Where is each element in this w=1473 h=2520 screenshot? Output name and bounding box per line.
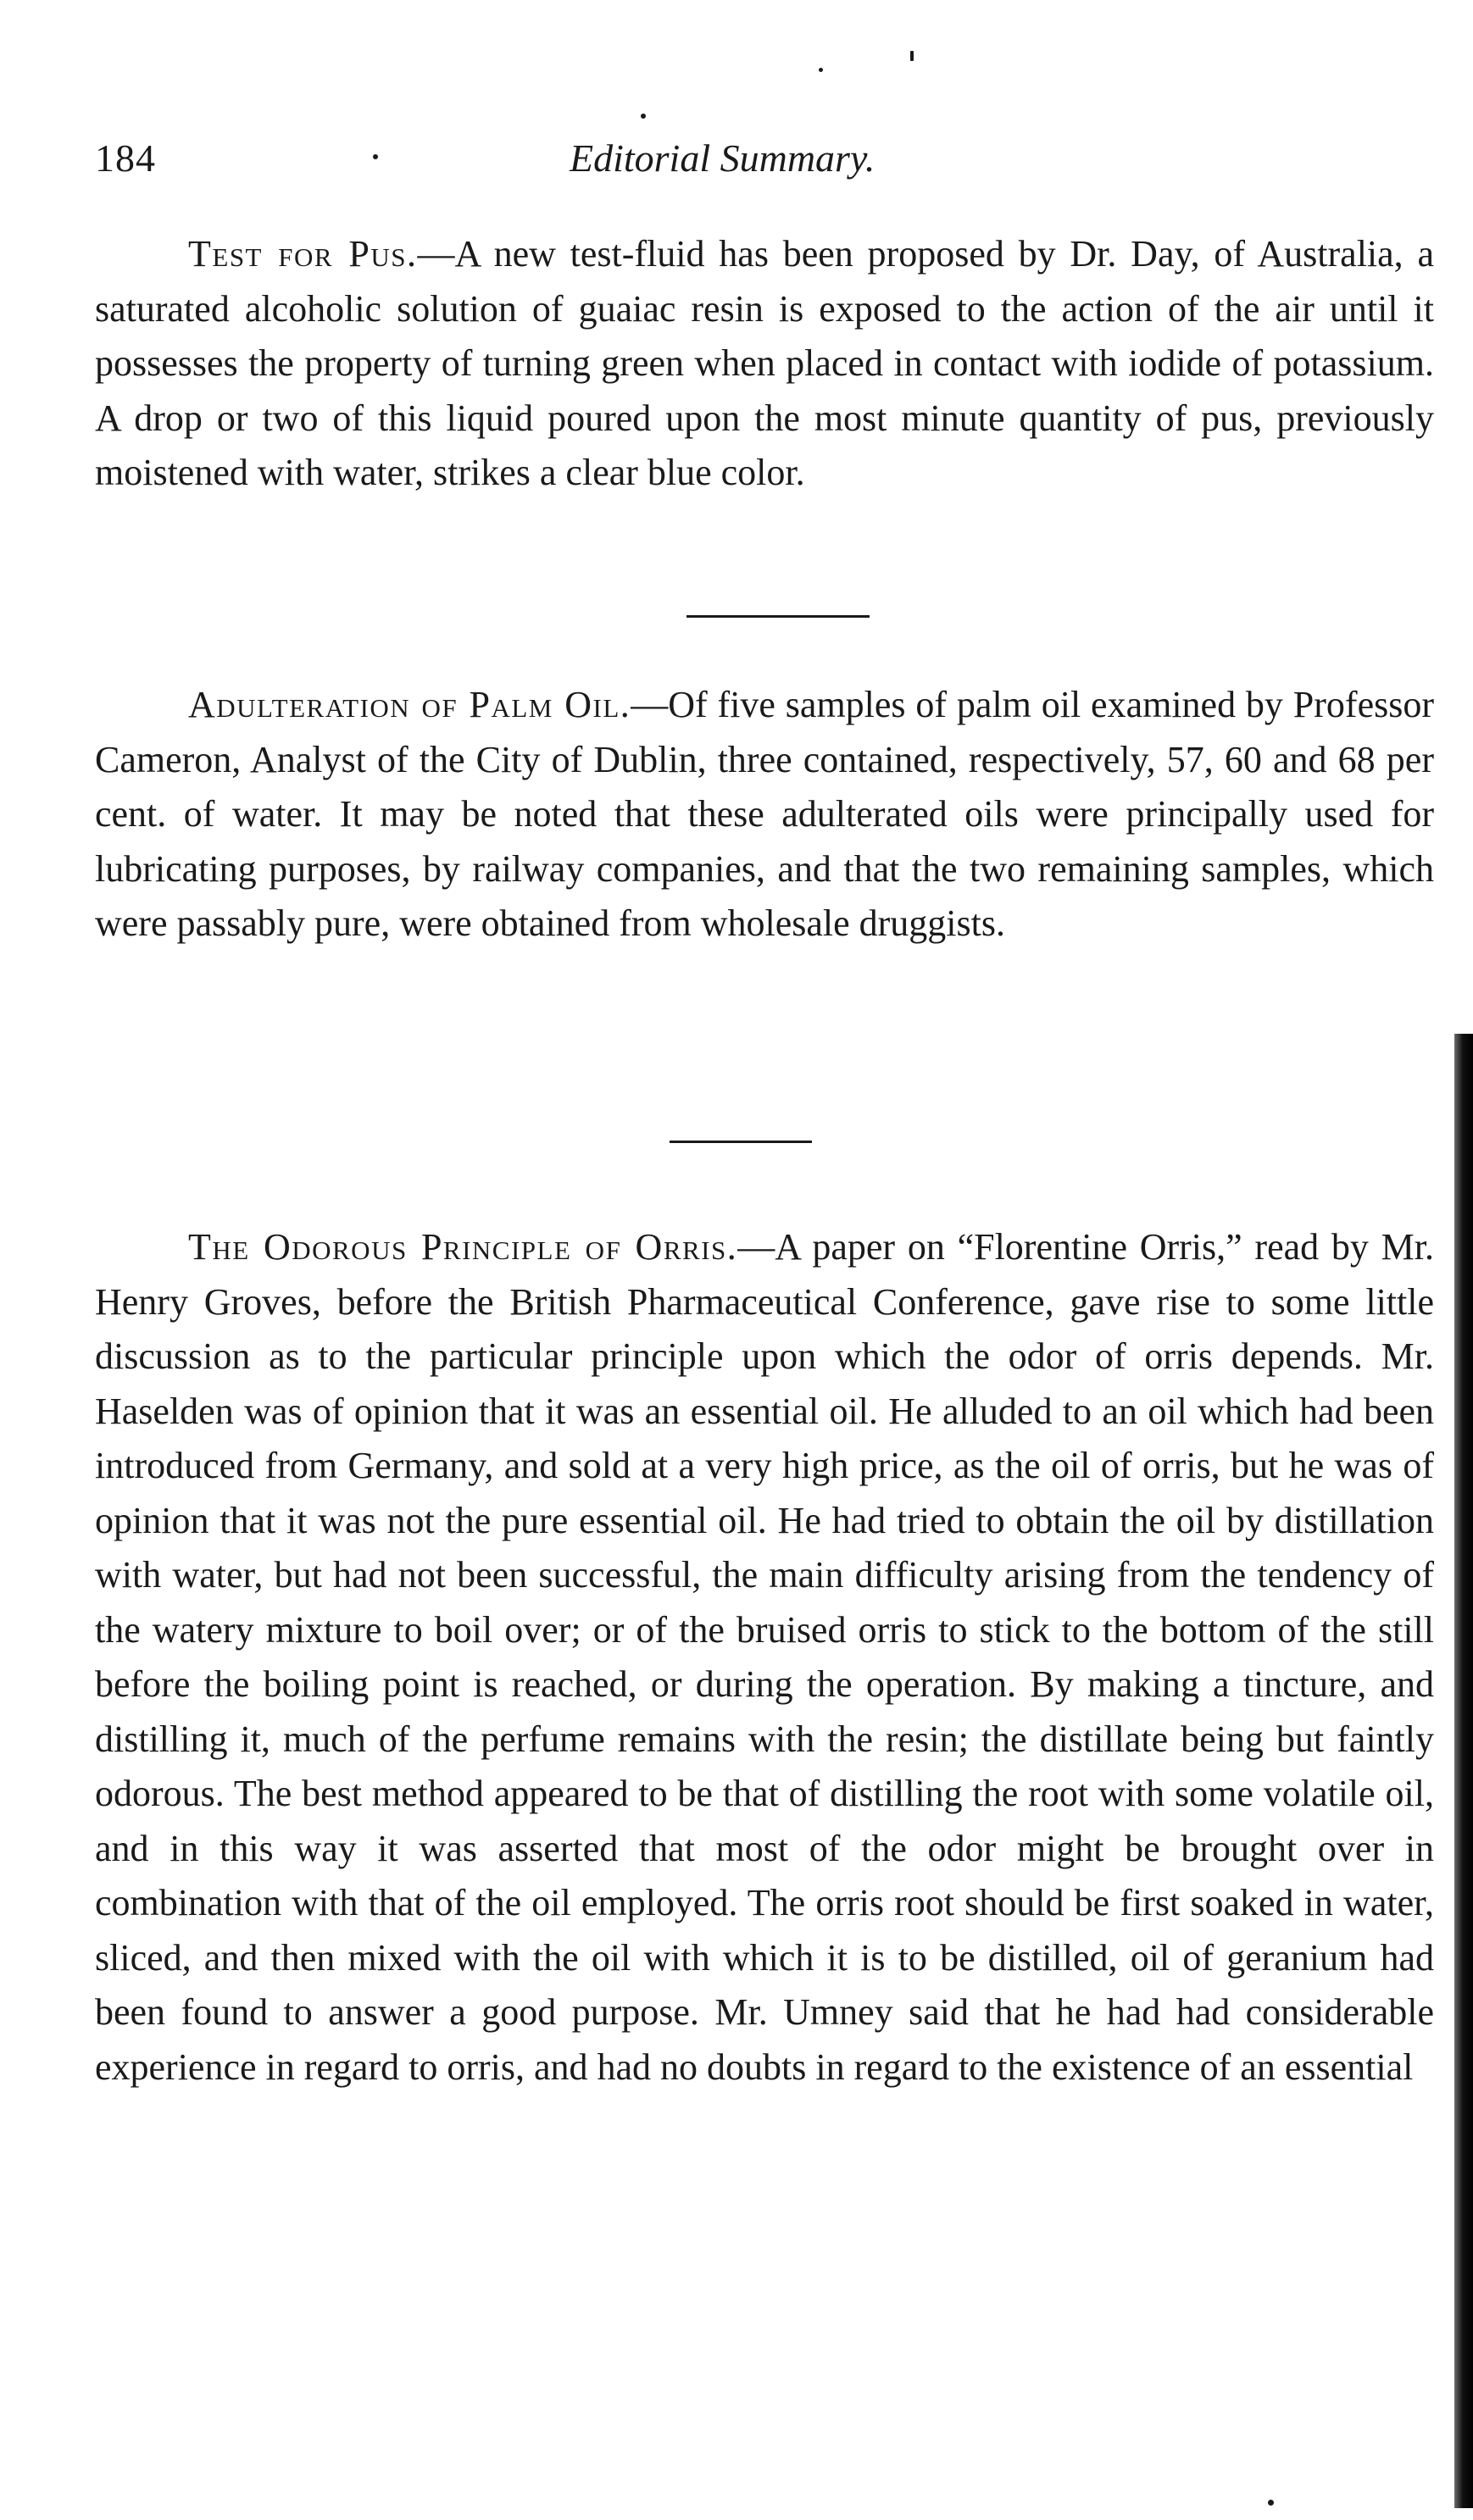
article-body: —A new test-fluid has been proposed by Dr. Day, of Australia, a saturated alcoholic solution of guaiac resin is exposed to the action of the air until it possesses the property of turning green when placed in contact with iodide of potassium. A drop or two of this liquid poured upon the most minute quantity of pus, previously moistened with water, strikes a clear blue color. [95,233,1434,493]
ink-speck [910,51,914,61]
running-head: Editorial Summary. [570,136,875,180]
article-adulteration-of-palm-oil [95,678,1434,952]
ink-speck [1268,2500,1274,2506]
ink-speck [641,114,646,119]
article-odorous-principle-of-orris [95,1220,1434,2095]
page-header [95,136,1383,195]
article-test-for-pus [95,227,1434,501]
article-body: —A paper on “Florentine Orris,” read by Mr. Henry Groves, before the British Pharmaceutical Conference, gave rise to some little discussion as to the particular principle upon which the odor of orris depends. Mr. Haselden was of opinion that it was an essential oil. He alluded to an oil which had been introduced from Germany, and sold at a very high price, as the oil of orris, but he was of opinion that it was not the pure essential oil. He had tried to obtain the oil by distillation with water, but had not been successful, the main difficulty arising from the tendency of the watery mixture to boil over; or of the bruised orris to stick to the bottom of the still before the boiling point is reached, or during the operation. By making a tincture, and distilling it, much of the perfume remains with the resin; the distillate being but faintly odorous. The best method appeared to be that of distilling the root with some volatile oil, and in this way it was asserted that most of the odor might be brought over in combination with that of the oil employed. The orris root should be first soaked in water, sliced, and then mixed with the oil with which it is to be distilled, oil of geranium had been found to answer a good purpose. Mr. Umney said that he had had considerable experience in regard to orris, and had no doubts in regard to the existence of an essential [95,1226,1435,2088]
article-body: —Of five samples of palm oil examined by Professor Cameron, Analyst of the City of Dublin, three contained, respectively, 57, 60 and 68 per cent. of water. It may be noted that these adulterated oils were principally used for lubricating purposes, by railway companies, and that the two remaining samples, which were passably pure, were obtained from wholesale druggists. [95,684,1434,944]
section-divider [670,1141,812,1143]
article-paragraph [95,1220,1434,2095]
article-paragraph [95,227,1434,501]
article-paragraph [95,678,1434,952]
ink-speck [819,68,823,72]
page-number: 184 [95,136,156,180]
section-divider [686,615,870,618]
book-spine-shadow [1454,1034,1473,2508]
article-title: Adulteration of Palm Oil. [188,684,631,725]
article-title: Test for Pus. [188,233,418,275]
article-title: The Odorous Principle of Orris. [188,1226,738,1268]
